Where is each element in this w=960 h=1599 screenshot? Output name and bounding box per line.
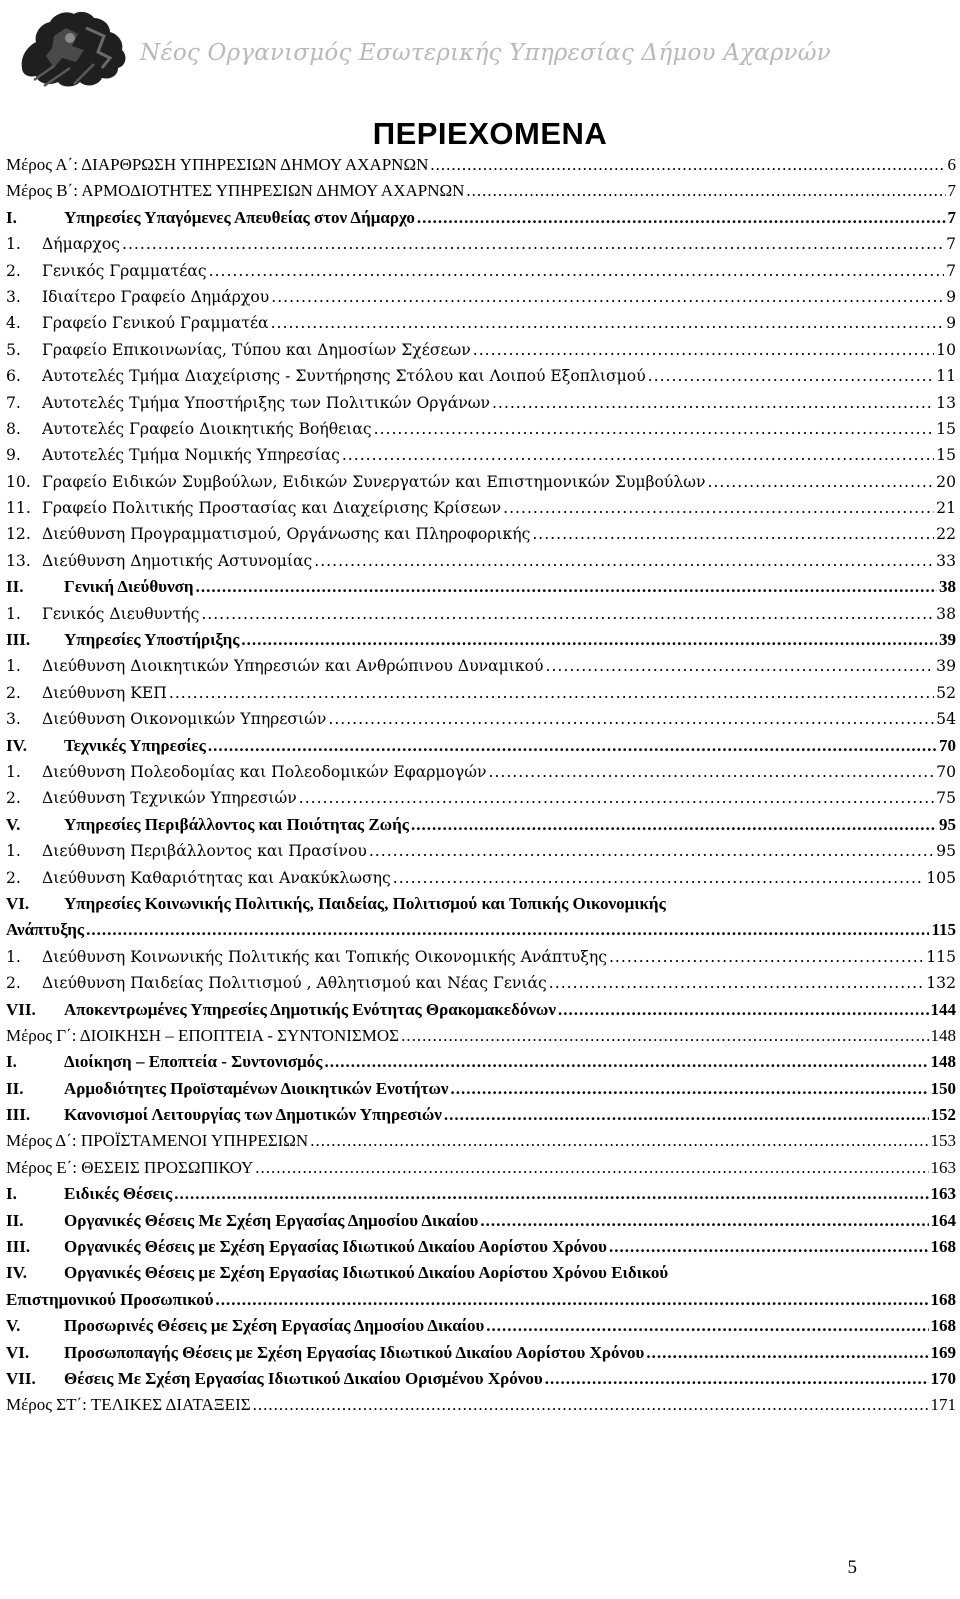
toc-entry-label: Αποκεντρωμένες Υπηρεσίες Δημοτικής Ενότητας Θρακομακεδόνων [64,999,556,1019]
toc-dot-leader [174,1181,928,1207]
toc-entry-number: 2. [6,868,21,887]
toc-entry-page: 144 [930,999,956,1019]
toc-entry-label: Προσωποπαγής Θέσεις με Σχέση Εργασίας Ιδιωτικού Δικαίου Αορίστου Χρόνου [64,1342,645,1362]
toc-entry-number: VI. [6,1342,30,1362]
toc-dot-leader [216,1287,929,1313]
toc-entry-page: 11 [936,367,956,386]
toc-entry-number: 11. [6,499,31,518]
toc-entry-label: Γενικός Γραμματέας [42,261,207,280]
toc-entry-label: Αυτοτελές Γραφείο Διοικητικής Βοήθειας [42,419,372,438]
toc-entry-number: 1. [6,947,21,966]
toc-entry-label-continued: Επιστημονικού Προσωπικού [6,1289,214,1309]
toc-entry-number: III. [6,1105,31,1125]
toc-dot-leader [648,363,934,389]
toc-entry-number: 2. [6,261,21,280]
toc-entry-page: 163 [930,1184,956,1204]
toc-entry[interactable] [6,1155,956,1181]
toc-entry-number: 4. [6,314,21,333]
toc-dot-leader [328,706,934,732]
toc-dot-leader [646,1340,928,1366]
toc-entry-label: Αυτοτελές Τμήμα Νομικής Υπηρεσίας [42,446,340,465]
toc-entry[interactable] [6,310,956,336]
toc-entry-page: 115 [926,947,956,966]
toc-entry-page: 9 [946,314,956,333]
toc-entry-page: 132 [926,974,956,993]
toc-entry-label: Μέρος Α΄: ΔΙΑΡΘΡΩΣΗ ΥΠΗΡΕΣΙΩΝ ΔΗΜΟΥ ΑΧΑΡΝΩΝ [6,155,429,174]
toc-entry[interactable] [6,733,956,759]
toc-entry-label: Κανονισμοί Λειτουργίας των Δημοτικών Υπηρεσιών [64,1105,442,1125]
toc-entry-label: Αυτοτελές Τμήμα Υποστήριξης των Πολιτικών Οργάνων [42,393,490,412]
toc-entry-label: Γραφείο Ειδικών Συμβούλων, Ειδικών Συνεργατών και Επιστημονικών Συμβούλων [42,472,706,491]
toc-entry-number: 2. [6,789,21,808]
toc-entry-page: 170 [930,1369,956,1388]
toc-entry[interactable] [6,1392,956,1418]
toc-dot-leader [545,1366,929,1392]
toc-entry-page: 38 [936,604,956,623]
toc-entry-label: Δήμαρχος [42,235,121,254]
toc-entry[interactable] [6,469,956,495]
toc-entry-label: Διεύθυνση Παιδείας Πολιτισμού , Αθλητισμού και Νέας Γενιάς [42,974,547,993]
toc-entry[interactable] [6,495,956,521]
toc-entry-page: 15 [936,419,956,438]
toc-dot-leader [342,442,934,468]
toc-entry[interactable] [6,680,956,706]
toc-entry-page: 171 [930,1395,956,1415]
toc-dot-leader [411,812,937,838]
toc-entry-label: Τεχνικές Υπηρεσίες [64,735,206,755]
toc-entry-label: Διεύθυνση ΚΕΠ [42,683,167,702]
toc-dot-leader [324,1049,928,1075]
toc-entry[interactable] [6,548,956,574]
toc-dot-leader [271,284,944,310]
toc-entry-page: 75 [936,789,956,808]
toc-dot-leader [253,1392,929,1418]
toc-dot-leader [201,601,934,627]
toc-entry-label: Γραφείο Γενικού Γραμματέα [42,314,269,333]
toc-entry-number: II. [6,1078,24,1098]
toc-entry-number: 9. [6,446,21,465]
toc-entry-page: 7 [946,235,956,254]
toc-dot-leader [271,310,944,336]
toc-entry-number: 13. [6,551,31,570]
toc-entry[interactable] [6,1234,956,1260]
header-title: Νέος Οργανισμός Εσωτερικής Υπηρεσίας Δήμου Αχαρνών [140,40,831,66]
toc-entry[interactable] [6,1260,956,1313]
toc-dot-leader [393,865,925,891]
toc-entry-page: 7 [947,207,956,227]
toc-dot-leader [314,548,934,574]
toc-entry[interactable] [6,970,956,996]
toc-entry-label: Γενικός Διευθυντής [42,604,200,623]
toc-entry-label: Μέρος Γ΄: ΔΙΟΙΚΗΣΗ – ΕΠΟΠΤΕΙΑ - ΣΥΝΤΟΝΙΣΜΟΣ [6,1025,400,1045]
toc-entry[interactable] [6,1076,956,1102]
toc-entry[interactable] [6,363,956,389]
toc-entry[interactable] [6,1313,956,1339]
toc-entry-label: Γραφείο Πολιτικής Προστασίας και Διαχείρισης Κρίσεων [42,499,502,518]
toc-entry-number: I. [6,1184,17,1204]
toc-entry-number: 1. [6,762,21,781]
toc-entry-label: Διοίκηση – Εποπτεία - Συντονισμός [64,1052,323,1072]
toc-entry-label: Ιδιαίτερο Γραφείο Δημάρχου [42,287,270,306]
toc-title: ΠΕΡΙΕΧΟΜΕΝΑ [372,116,608,151]
toc-entry-page: 9 [946,287,956,306]
toc-entry-page: 39 [939,630,956,650]
toc-entry-number: 3. [6,287,21,306]
toc-entry-label: Μέρος Β΄: ΑΡΜΟΔΙΟΤΗΤΕΣ ΥΠΗΡΕΣΙΩΝ ΔΗΜΟΥ ΑΧΑΡΝΩΝ [6,181,465,201]
toc-entry-page: 152 [930,1105,956,1125]
toc-entry[interactable] [6,1208,956,1234]
toc-dot-leader [122,231,944,257]
toc-entry-number: 2. [6,683,21,702]
toc-entry-label: Διεύθυνση Πολεοδομίας και Πολεοδομικών Εφαρμογών [42,762,487,781]
toc-entry-label: Διεύθυνση Καθαριότητας και Ανακύκλωσης [42,868,391,887]
toc-entry-number: III. [6,630,31,650]
toc-dot-leader [609,1234,929,1260]
toc-entry[interactable] [6,178,956,204]
toc-entry-number: I. [6,207,17,227]
toc-entry-label: Διεύθυνση Οικονομικών Υπηρεσιών [42,710,327,729]
toc-entry[interactable] [6,442,956,468]
toc-dot-leader [401,1023,928,1049]
toc-entry-page: 148 [930,1025,956,1045]
toc-entry-number: 1. [6,657,21,676]
toc-entry[interactable] [6,1181,956,1207]
toc-entry[interactable] [6,812,956,838]
toc-dot-leader [473,337,934,363]
toc-entry-page: 150 [930,1078,956,1098]
toc-entry-page: 20 [936,472,956,491]
table-of-contents [6,152,956,1419]
toc-dot-leader [430,152,945,178]
toc-entry-page: 70 [939,735,956,755]
toc-entry-page: 169 [930,1342,956,1362]
toc-entry-number: 5. [6,340,21,359]
toc-entry-page: 39 [936,657,956,676]
toc-entry[interactable] [6,627,956,653]
toc-entry[interactable] [6,1340,956,1366]
toc-entry[interactable] [6,997,956,1023]
toc-entry[interactable] [6,601,956,627]
toc-entry-number: 12. [6,525,31,544]
toc-entry-number: VI. [6,893,30,913]
toc-entry-page: 15 [936,446,956,465]
toc-entry-page: 168 [930,1237,956,1257]
toc-entry-label: Υπηρεσίες Κοινωνικής Πολιτικής, Παιδείας, Πολιτισμού και Τοπικής Οικονομικής [64,893,666,913]
toc-entry-page: 10 [936,340,956,359]
toc-dot-leader [86,917,929,943]
toc-dot-leader [558,997,929,1023]
toc-entry[interactable] [6,1049,956,1075]
toc-entry-label: Γραφείο Επικοινωνίας, Τύπου και Δημοσίων Σχέσεων [42,340,471,359]
toc-entry-label: Διεύθυνση Κοινωνικής Πολιτικής και Τοπικής Οικονομικής Ανάπτυξης [42,947,607,966]
toc-entry-number: V. [6,814,21,834]
toc-entry-label: Υπηρεσίες Υπαγόμενες Απευθείας στον Δήμαρχο [64,207,415,227]
toc-dot-leader [546,653,935,679]
toc-entry-page: 38 [939,577,956,597]
toc-entry-label: Προσωρινές Θέσεις με Σχέση Εργασίας Δημοσίου Δικαίου [64,1316,485,1336]
toc-entry-number: 10. [6,472,31,491]
toc-entry-page: 105 [926,868,956,887]
toc-entry[interactable] [6,258,956,284]
toc-entry-number: 1. [6,842,21,861]
toc-entry[interactable] [6,1128,956,1154]
toc-dot-leader [492,390,934,416]
toc-entry-label: Οργανικές Θέσεις με Σχέση Εργασίας Ιδιωτικού Δικαίου Αορίστου Χρόνου Ειδικού [64,1263,669,1283]
toc-entry[interactable] [6,838,956,864]
toc-entry[interactable] [6,891,956,944]
toc-dot-leader [444,1102,929,1128]
toc-entry-page: 7 [947,181,956,201]
toc-entry-page: 148 [930,1052,956,1072]
toc-entry[interactable] [6,284,956,310]
toc-entry-page: 7 [946,261,956,280]
toc-entry-label: Μέρος Δ΄: ΠΡΟΪΣΤΑΜΕΝΟΙ ΥΠΗΡΕΣΙΩΝ [6,1131,309,1151]
toc-entry-page: 153 [930,1131,956,1151]
toc-entry-number: V. [6,1316,21,1336]
toc-entry[interactable] [6,865,956,891]
toc-entry-label: Υπηρεσίες Περιβάλλοντος και Ποιότητας Ζωής [64,814,409,834]
toc-entry-number: 8. [6,419,21,438]
toc-entry-page: 95 [936,842,956,861]
toc-dot-leader [209,258,944,284]
toc-entry-label: Ειδικές Θέσεις [64,1184,173,1204]
toc-entry-page: 115 [931,920,956,940]
toc-entry-page: 95 [939,814,956,834]
toc-entry-number: 1. [6,235,21,254]
toc-entry[interactable] [6,706,956,732]
toc-entry[interactable] [6,416,956,442]
toc-entry-number: IV. [6,1263,27,1283]
toc-entry-number: VII. [6,1369,36,1388]
toc-entry-number: 2. [6,974,21,993]
toc-entry[interactable] [6,653,956,679]
toc-entry-label: Μέρος Ε΄: ΘΕΣΕΙΣ ΠΡΟΣΩΠΙΚΟΥ [6,1157,254,1177]
toc-entry-label: Αρμοδιότητες Προϊσταμένων Διοικητικών Ενοτήτων [64,1078,449,1098]
toc-entry-page: 168 [930,1316,956,1336]
toc-entry-label: Μέρος ΣΤ΄: ΤΕΛΙΚΕΣ ΔΙΑΤΑΞΕΙΣ [6,1395,251,1415]
toc-dot-leader [369,838,934,864]
page-header [0,0,960,100]
toc-entry-label: Θέσεις Με Σχέση Εργασίας Ιδιωτικού Δικαίου Ορισμένου Χρόνου [64,1369,543,1388]
toc-entry[interactable] [6,944,956,970]
toc-entry-page: 54 [936,710,956,729]
toc-entry-page: 6 [947,155,956,174]
toc-entry-number: 7. [6,393,21,412]
toc-dot-leader [208,733,937,759]
toc-entry[interactable] [6,574,956,600]
toc-entry-label: Διεύθυνση Τεχνικών Υπηρεσιών [42,789,297,808]
toc-dot-leader [417,205,946,231]
ancient-warrior-logo-icon [14,6,132,92]
toc-entry-number: IV. [6,735,27,755]
toc-dot-leader [310,1128,928,1154]
toc-dot-leader [480,1208,928,1234]
toc-entry-label-continued: Ανάπτυξης [6,920,85,940]
toc-dot-leader [707,469,934,495]
toc-dot-leader [486,1313,928,1339]
toc-entry-label: Οργανικές Θέσεις Με Σχέση Εργασίας Δημοσίου Δικαίου [64,1210,479,1230]
toc-entry[interactable] [6,1102,956,1128]
toc-entry-label: Αυτοτελές Τμήμα Διαχείρισης - Συντήρησης Στόλου και Λοιπού Εξοπλισμού [42,367,646,386]
toc-entry-label: Διεύθυνση Δημοτικής Αστυνομίας [42,551,313,570]
toc-entry[interactable] [6,152,956,178]
toc-entry-page: 52 [936,683,956,702]
toc-entry-label: Διεύθυνση Προγραμματισμού, Οργάνωσης και Πληροφορικής [42,525,531,544]
toc-dot-leader [196,574,937,600]
toc-dot-leader [299,785,934,811]
toc-entry[interactable] [6,231,956,257]
toc-entry-label: Οργανικές Θέσεις με Σχέση Εργασίας Ιδιωτικού Δικαίου Αορίστου Χρόνου [64,1237,607,1257]
toc-dot-leader [241,627,937,653]
toc-dot-leader [374,416,935,442]
toc-entry-page: 22 [936,525,956,544]
toc-entry[interactable] [6,1023,956,1049]
toc-dot-leader [255,1155,928,1181]
toc-dot-leader [532,521,934,547]
toc-entry[interactable] [6,1366,956,1392]
toc-entry-page: 13 [936,393,956,412]
toc-entry[interactable] [6,337,956,363]
toc-entry-label: Υπηρεσίες Υποστήριξης [64,630,240,650]
toc-entry-label: Διεύθυνση Περιβάλλοντος και Πρασίνου [42,842,367,861]
toc-dot-leader [488,759,934,785]
toc-entry-number: II. [6,1210,24,1230]
toc-entry-page: 163 [930,1157,956,1177]
toc-entry-number: 1. [6,604,21,623]
toc-entry-page: 33 [936,551,956,570]
toc-dot-leader [549,970,924,996]
toc-entry-number: II. [6,577,24,597]
toc-entry-number: 6. [6,367,21,386]
toc-entry-page: 164 [930,1210,956,1230]
toc-entry[interactable] [6,205,956,231]
toc-entry[interactable] [6,390,956,416]
toc-entry-number: I. [6,1052,17,1072]
toc-entry-label: Γενική Διεύθυνση [64,577,194,597]
toc-entry-page: 70 [936,762,956,781]
toc-dot-leader [466,178,945,204]
toc-entry[interactable] [6,785,956,811]
toc-dot-leader [451,1076,929,1102]
toc-entry[interactable] [6,759,956,785]
toc-entry[interactable] [6,521,956,547]
toc-entry-number: III. [6,1237,31,1257]
toc-entry-page: 168 [930,1289,956,1309]
page-number: 5 [847,1557,857,1578]
toc-entry-label: Διεύθυνση Διοικητικών Υπηρεσιών και Ανθρώπινου Δυναμικού [42,657,544,676]
toc-dot-leader [503,495,934,521]
toc-entry-number: VII. [6,999,36,1019]
toc-entry-number: 3. [6,710,21,729]
toc-dot-leader [609,944,924,970]
toc-dot-leader [169,680,934,706]
toc-entry-page: 21 [936,499,956,518]
